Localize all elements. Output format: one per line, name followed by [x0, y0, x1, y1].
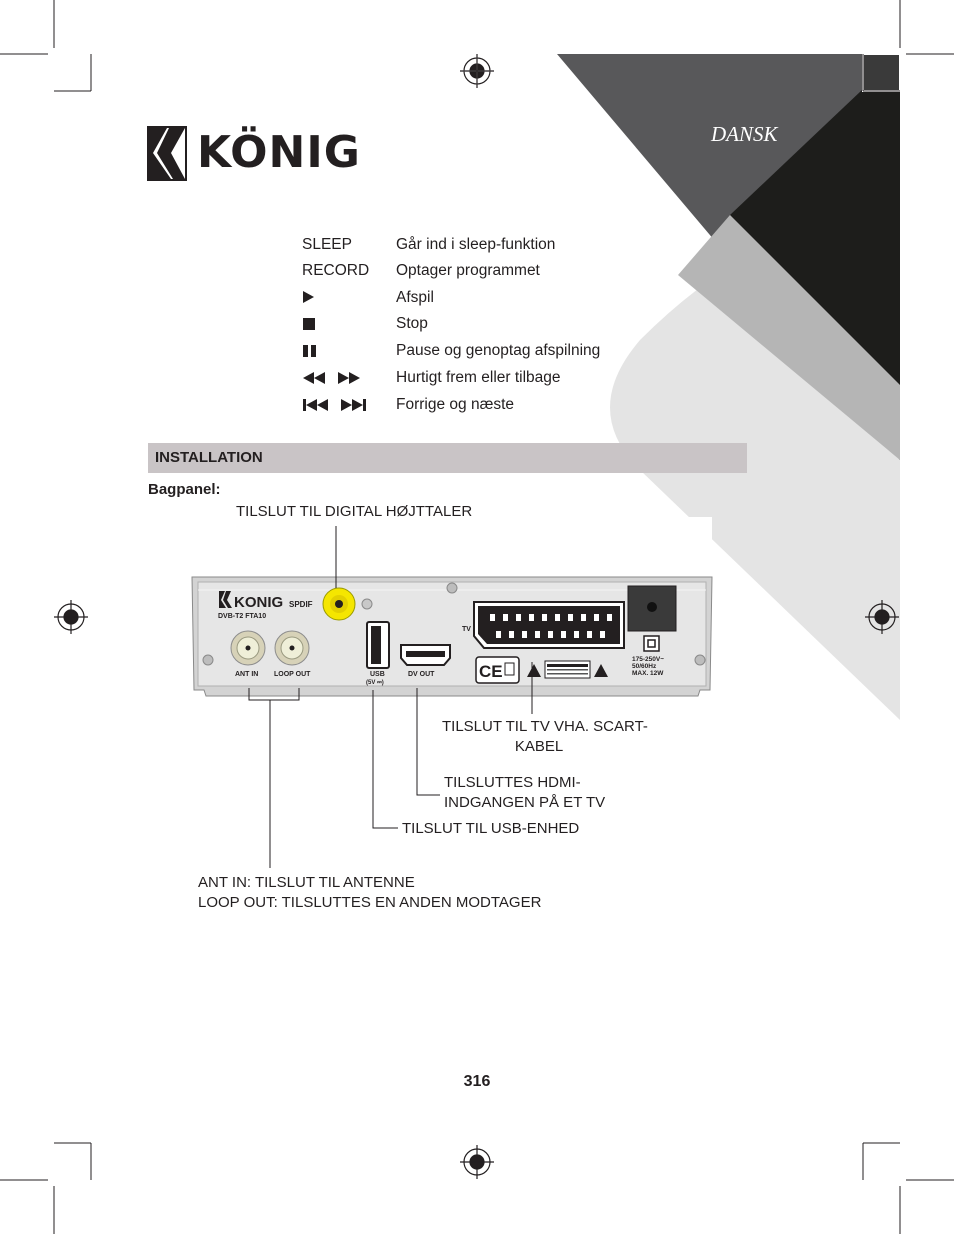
callout-scart-line1: TILSLUT TIL TV VHA. SCART- [442, 718, 648, 735]
callout-antenna [198, 873, 541, 913]
key-label: SLEEP [302, 236, 352, 253]
callout-antenna-line2: LOOP OUT: TILSLUTTES EN ANDEN MODTAGER [198, 894, 542, 911]
usb-rating-label: (5V ⎓) [366, 680, 384, 686]
callout-antenna-line1: ANT IN: TILSLUT TIL ANTENNE [198, 874, 415, 891]
callout-scart [442, 717, 648, 757]
usb-label: USB [370, 671, 385, 678]
key-description: Afspil [396, 289, 434, 306]
page-number: 316 [463, 1073, 491, 1090]
spdif-port [323, 588, 355, 620]
power-spec-frequency: 50/60Hz [632, 663, 657, 670]
callout-hdmi [444, 773, 605, 813]
brand-logo-text: KÖNIG [197, 127, 361, 178]
power-spec-voltage: 175-250V~ [632, 656, 664, 663]
tv-label: TV [462, 626, 471, 633]
callout-hdmi-line2: INDGANGEN PÅ ET TV [444, 794, 606, 811]
key-description: Optager programmet [396, 262, 540, 279]
spdif-label: SPDIF [289, 600, 313, 609]
ant-in-port [231, 631, 265, 665]
dv-out-label: DV OUT [408, 671, 435, 678]
hdmi-port [401, 645, 450, 665]
power-spec-max: MAX. 12W [632, 670, 664, 677]
ant-in-label: ANT IN [235, 671, 259, 678]
device-brand: KONIG [234, 594, 284, 611]
loop-out-port [275, 631, 309, 665]
svg-text:CE: CE [479, 662, 503, 681]
ce-mark-icon [476, 657, 519, 683]
key-description: Hurtigt frem eller tilbage [396, 369, 561, 386]
callout-usb: TILSLUT TIL USB-ENHED [402, 820, 580, 837]
loop-out-label: LOOP OUT [274, 671, 311, 678]
callout-scart-line2: KABEL [514, 738, 564, 755]
section-title: INSTALLATION [155, 449, 263, 466]
subheading: Bagpanel: [148, 481, 221, 498]
language-label: DANSK [711, 122, 778, 146]
key-description: Stop [396, 315, 428, 332]
key-description: Pause og genoptag afspilning [396, 342, 601, 359]
scart-port [474, 602, 624, 648]
key-label: RECORD [302, 262, 370, 279]
key-description: Forrige og næste [396, 396, 515, 413]
key-description: Går ind i sleep-funktion [396, 236, 556, 253]
callout-digital-speaker: TILSLUT TIL DIGITAL HØJTTALER [236, 503, 473, 520]
callout-hdmi-line1: TILSLUTTES HDMI- [444, 774, 581, 791]
usb-port [367, 622, 389, 668]
device-model: DVB-T2 FTA10 [218, 613, 267, 620]
